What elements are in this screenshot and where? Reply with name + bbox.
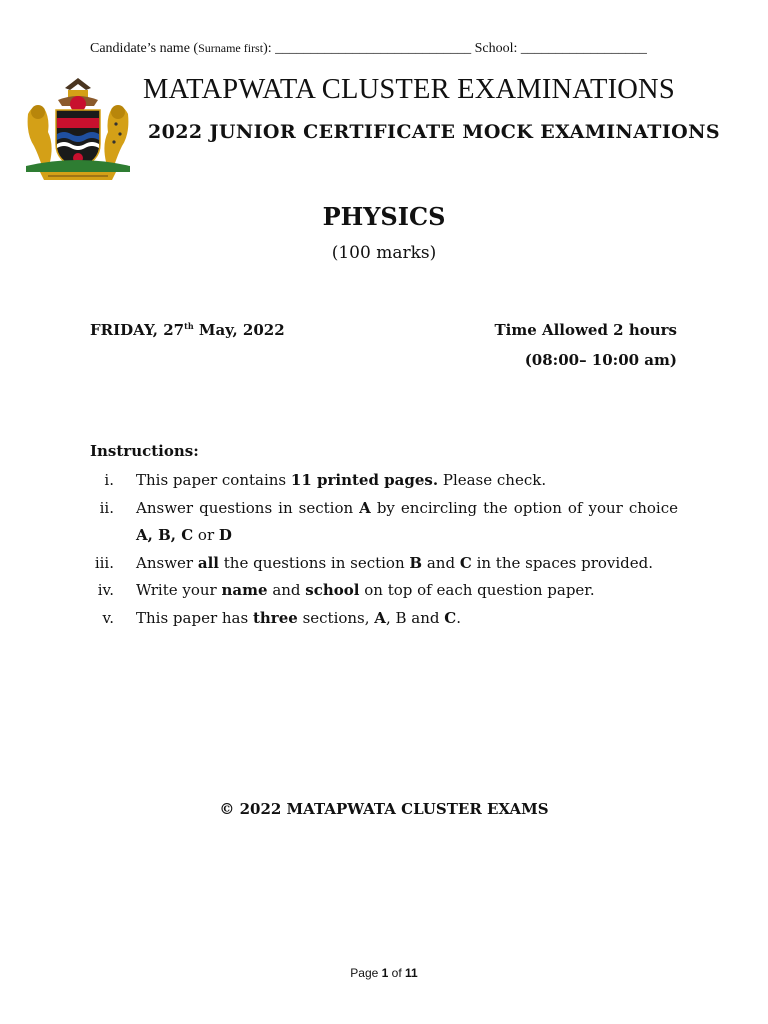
- instruction-number: iii.: [94, 554, 114, 572]
- page-number: 1: [381, 966, 389, 980]
- time-range: (08:00– 10:00 am): [524, 351, 677, 369]
- mock-exam-title: 2022 JUNIOR CERTIFICATE MOCK EXAMINATIONS: [148, 121, 720, 143]
- exam-date: [90, 321, 285, 339]
- instruction-text: A, B, C or D: [136, 526, 232, 544]
- page-total: 11: [405, 966, 418, 980]
- candidate-name-blank: ): ____________________________: [263, 41, 472, 56]
- instruction-number: v.: [102, 609, 114, 627]
- page-footer: [0, 966, 768, 980]
- instruction-text: Answer questions in section A by encircling the option of your choice: [136, 499, 679, 517]
- malawi-coat-of-arms-icon: [20, 74, 136, 184]
- page-of-label: of: [388, 966, 406, 980]
- instruction-number: iv.: [97, 581, 114, 599]
- instruction-text: Write your name and school on top of each question paper.: [136, 581, 595, 599]
- day-ordinal: th: [184, 321, 194, 331]
- exam-month-year: May, 2022: [193, 321, 285, 339]
- instruction-number: i.: [104, 471, 114, 489]
- subject-title: PHYSICS: [322, 202, 446, 231]
- cluster-exam-title: MATAPWATA CLUSTER EXAMINATIONS: [143, 74, 675, 105]
- copyright-notice: © 2022 MATAPWATA CLUSTER EXAMS: [219, 800, 549, 818]
- total-marks: (100 marks): [331, 243, 437, 263]
- instructions-heading: Instructions:: [90, 442, 199, 460]
- candidate-info-line: [90, 41, 647, 57]
- instruction-text: This paper contains 11 printed pages. Please check.: [136, 471, 547, 489]
- page-label: Page: [350, 966, 382, 980]
- school-label: School: __________________: [474, 41, 647, 56]
- candidate-name-hint: Surname first: [198, 41, 264, 55]
- instruction-text: Answer all the questions in section B and C in the spaces provided.: [136, 554, 654, 572]
- exam-day: FRIDAY, 27: [90, 321, 185, 339]
- candidate-name-label: Candidate’s name (: [90, 41, 199, 56]
- time-allowed: Time Allowed 2 hours: [494, 321, 677, 339]
- instruction-text: This paper has three sections, A, B and C.: [136, 609, 461, 627]
- instruction-number: ii.: [99, 499, 114, 517]
